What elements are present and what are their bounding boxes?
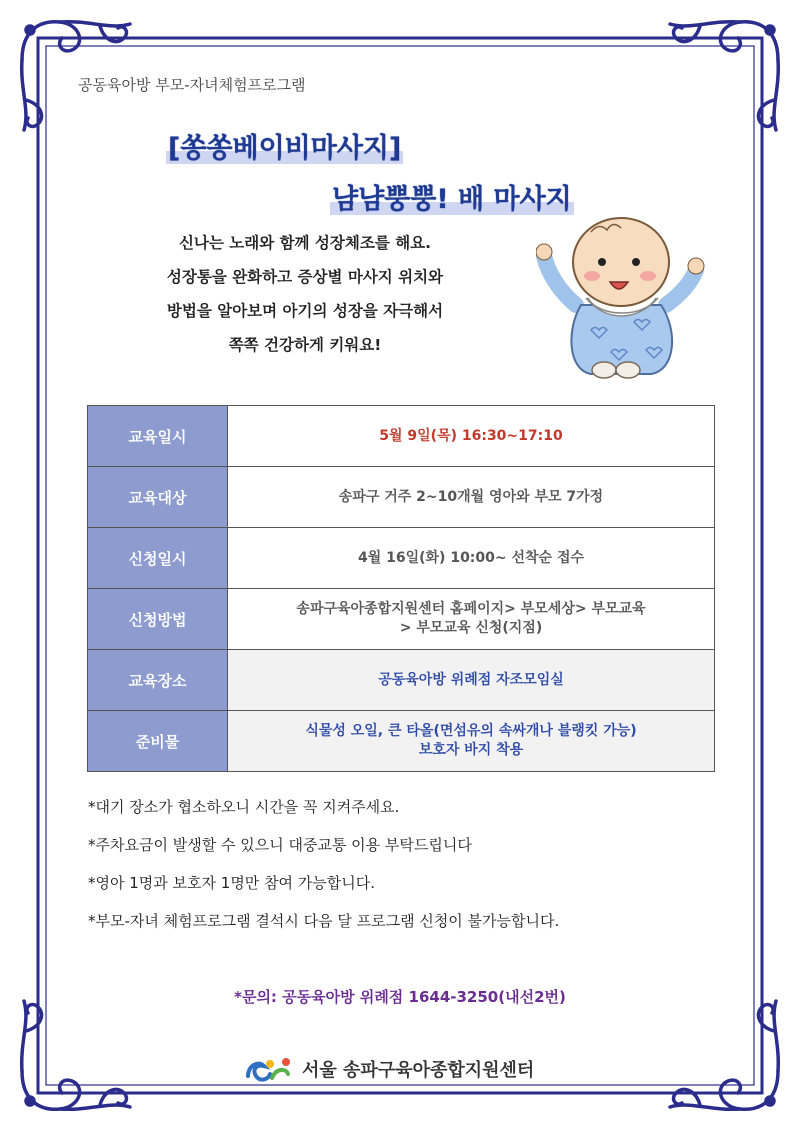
notice-list [88,794,559,946]
program-title [166,126,403,165]
value-text: 송파구 거주 2~10개월 영아와 부모 7가정 [338,488,604,505]
table-row [88,711,715,772]
value-application-method [228,589,715,650]
value-target [228,467,715,528]
footer-logo [244,1052,534,1086]
table-row [88,650,715,711]
label-application-date: 신청일시 [88,528,228,589]
program-subtitle: 공동육아방 부모-자녀체험프로그램 [78,76,306,94]
table-row [88,467,715,528]
label-target: 교육대상 [88,467,228,528]
notice-item: *영아 1명과 보호자 1명만 참여 가능합니다. [88,874,376,892]
baby-illustration [536,210,706,380]
intro-line: 쪽쪽 건강하게 키워요! [228,336,382,354]
value-text: 공동육아방 위례점 자조모임실 [378,671,564,688]
value-text-line2: > 부모교육 신청(지점) [399,620,543,636]
label-location: 교육장소 [88,650,228,711]
intro-line: 방법을 알아보며 아기의 성장을 자극해서 [166,302,444,320]
value-text: 송파구육아종합지원센터 홈페이지> 부모세상> 부모교육 [296,601,646,617]
title-line-2: 냠냠뿡뿡! 배 마사지 [332,184,572,215]
notice-item: *부모-자녀 체험프로그램 결석시 다음 달 프로그램 신청이 불가능합니다. [88,912,560,930]
value-text: 5월 9일(목) 16:30~17:10 [379,427,563,444]
center-name: 서울 송파구육아종합지원센터 [302,1060,535,1081]
table-row [88,528,715,589]
title-line-1: [쏭쏭베이비마사지] [168,133,402,164]
label-supplies: 준비물 [88,711,228,772]
notice-item: *대기 장소가 협소하오니 시간을 꼭 지켜주세요. [88,798,400,816]
value-education-date [228,406,715,467]
intro-line: 성장통을 완화하고 증상별 마사지 위치와 [166,268,444,286]
table-row [88,406,715,467]
value-location [228,650,715,711]
value-text: 식물성 오일, 큰 타올(면섬유의 속싸개나 블랭킷 가능) [305,723,637,739]
label-application-method: 신청방법 [88,589,228,650]
table-row [88,589,715,650]
intro-text [100,226,510,362]
intro-line: 신나는 노래와 함께 성장체조를 해요. [178,234,432,252]
value-text-line2: 보호자 바지 착용 [418,742,524,758]
value-text: 4월 16일(화) 10:00~ 선착순 접수 [357,549,584,566]
center-logo-icon [244,1052,294,1086]
contact-info: *문의: 공동육아방 위례점 1644-3250(내선2번) [234,988,566,1006]
label-education-date: 교육일시 [88,406,228,467]
notice-item: *주차요금이 발생할 수 있으니 대중교통 이용 부탁드립니다 [88,836,472,854]
program-info-table [87,405,715,772]
value-supplies [228,711,715,772]
value-application-date [228,528,715,589]
